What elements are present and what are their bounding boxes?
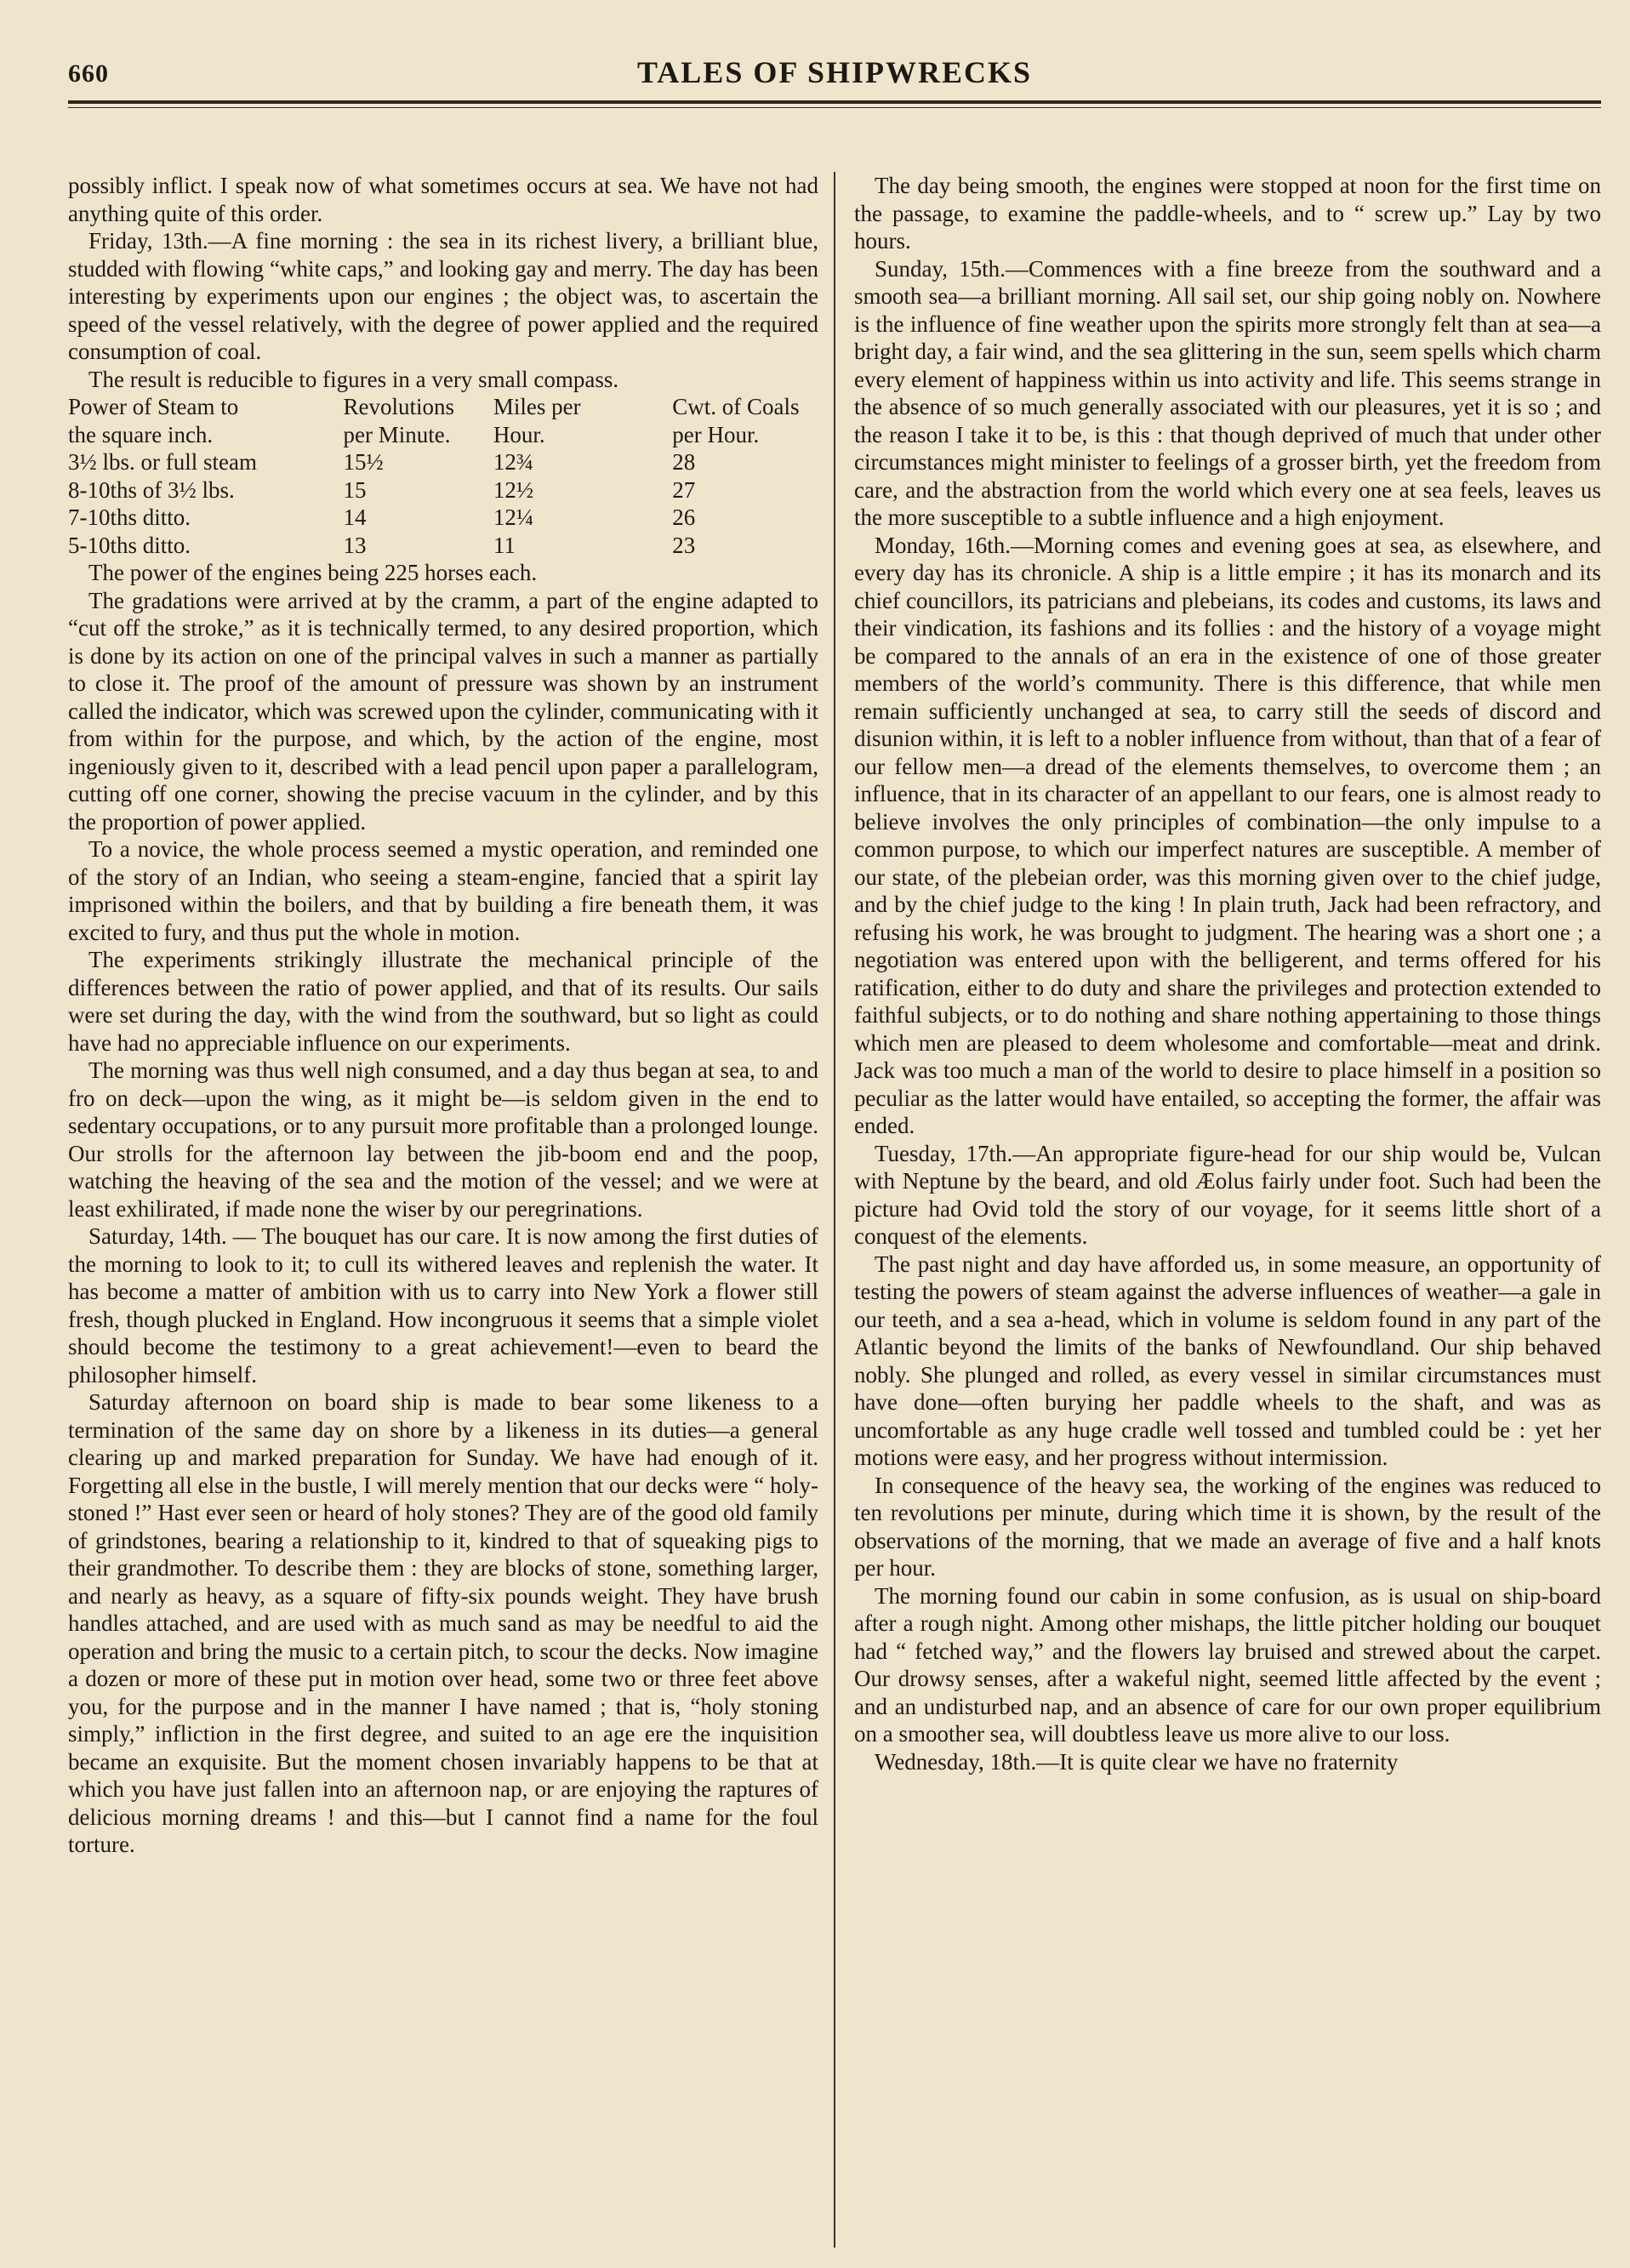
paragraph: The morning was thus well nigh consumed, and a day thus began at sea, to and fro on deck—upon the wing, as it might be—is seldom given in the end to sedentary occupations, or to any pursuit more profitable than a prolonged lounge. Our strolls for the afternoon lay between the jib-boom end and the poop, watching the heaving of the sea and the motion of the vessel; and we were at least exhilirated, if made none the wiser by our peregrinations. xyxy=(68,1057,818,1222)
table-row xyxy=(68,504,818,532)
paragraph: The experiments strikingly illustrate the mechanical principle of the differences between the ratio of power applied, and that of its results. Our sails were set during the day, with the wind from the southward, but so light as could have had no appreciable influence on our experiments. xyxy=(68,947,818,1056)
paragraph: Sunday, 15th.—Commences with a fine breeze from the southward and a smooth sea—a brilliant morning. All sail set, our ship going nobly on. Nowhere is the influence of fine weather upon the spirits more strongly felt than at sea—a bright day, a fair wind, and the sea glittering in the sun, seem spells which charm every element of happiness within us into activity and life. This seems strange in the absence of so much generally associated with our pleasures, yet it is so ; and the reason I take it to be, is this : that though deprived of much that under other circumstances might minister to feelings of a grosser birth, yet the freedom from care, and the abstraction from the world which every one at sea feels, leaves us the more susceptible to a subtle influence and a high enjoyment. xyxy=(854,255,1601,530)
paragraph: Friday, 13th.—A fine morning : the sea in its richest livery, a brilliant blue, studded with flowing “white caps,” and looking gay and merry. The day has been interesting by experiments upon our engines ; the object was, to ascertain the speed of the vessel relatively, with the degree of power applied and the required consumption of coal. xyxy=(68,228,818,364)
paragraph: Wednesday, 18th.—It is quite clear we have no fraternity xyxy=(875,1748,1399,1775)
page-number: 660 xyxy=(68,60,109,88)
paragraph: In consequence of the heavy sea, the working of the engines was reduced to ten revolutions per minute, during which time it is shown, by the result of the observations of the morning, that we made an average of five and a half knots per hour. xyxy=(854,1472,1601,1581)
table-cell: 28 xyxy=(672,449,696,475)
paragraph: The result is reducible to figures in a very small compass. xyxy=(88,366,619,392)
table-cell: 5-10ths ditto. xyxy=(68,532,191,558)
table-header: per Minute. xyxy=(343,421,451,447)
table-header: Hour. xyxy=(493,421,545,447)
table-header: Miles per xyxy=(493,394,581,419)
right-column xyxy=(835,172,1601,2248)
table-header-row xyxy=(68,421,818,449)
table-row xyxy=(68,476,818,504)
table-cell: 15 xyxy=(343,476,367,503)
table-cell: 13 xyxy=(343,532,367,558)
table-cell: 11 xyxy=(493,532,516,558)
paragraph: Saturday, 14th. — The bouquet has our care. It is now among the first duties of the morning to look to it; to cull its withered leaves and replenish the water. It has become a matter of ambition with us to carry into New York a flower still fresh, though plucked in England. How incongruous it seems that a simple violet should become the testimony to a great achievement!—even to beard the philosopher himself. xyxy=(68,1223,818,1388)
table-cell: 7-10ths ditto. xyxy=(68,504,191,530)
table-header: Power of Steam to xyxy=(68,394,239,419)
text-columns xyxy=(68,172,1601,2248)
table-row xyxy=(68,532,818,560)
table-cell: 15½ xyxy=(343,449,384,475)
table-header-row xyxy=(68,393,818,421)
paragraph: possibly inflict. I speak now of what sometimes occurs at sea. We have not had anything quite of this order. xyxy=(68,173,818,226)
running-title: TALES OF SHIPWRECKS xyxy=(636,55,1033,89)
table-row xyxy=(68,448,818,476)
table-header: Revolutions xyxy=(343,394,455,419)
header-rule-thin xyxy=(68,107,1601,108)
paragraph: To a novice, the whole process seemed a mystic operation, and reminded one of the story of an Indian, who seeing a steam-engine, fancied that a spirit lay imprisoned within the boilers, and that by building a fire beneath them, it was excited to fury, and thus put the whole in motion. xyxy=(68,836,818,945)
table-header: Cwt. of Coals xyxy=(672,394,800,419)
table-header: the square inch. xyxy=(68,421,214,447)
page-header xyxy=(68,44,1601,105)
paragraph: The gradations were arrived at by the cramm, a part of the engine adapted to “cut off the stroke,” as it is technically termed, to any desired proportion, which is done by its action on one of the principal valves in such a manner as partially to close it. The proof of the amount of pressure was shown by an instrument called the indicator, which was screwed upon the cylinder, communicating with it from within for the purpose, and which, by the action of the engine, most ingeniously given to it, described with a lead pencil upon paper a parallelogram, cutting off one corner, showing the precise vacuum in the cylinder, and by this the proportion of power applied. xyxy=(68,587,818,835)
paragraph: Tuesday, 17th.—An appropriate figure-head for our ship would be, Vulcan with Neptune by the beard, and old Æolus fairly under foot. Such had been the picture had Ovid told the story of our voyage, for it seems little short of a conquest of the elements. xyxy=(854,1140,1601,1249)
table-cell: 27 xyxy=(672,476,696,503)
table-cell: 3½ lbs. or full steam xyxy=(68,449,257,475)
paragraph: Saturday afternoon on board ship is made to bear some likeness to a termination of the same day on shore by a likeness in its duties—a general clearing up and marked preparation for Sunday. We have had enough of it. Forgetting all else in the bustle, I will merely mention that our decks were “ holy-stoned !” Hast ever seen or heard of holy stones? They are of the good old family of grindstones, bearing a relationship to it, kindred to that of squeaking pigs to their grandmother. To describe them : they are blocks of stone, something larger, and nearly as heavy, as a square of fifty-six pounds weight. They have brush handles attached, and are used with as much sand as may be needful to aid the operation and bring the music to a certain pitch, to scour the decks. Now imagine a dozen or more of these put in motion over head, some two or three feet above you, for the purpose and in the manner I have named ; that is, “holy stoning simply,” infliction in the first degree, and suited to an age ere the inquisition became an exquisite. But the moment chosen invariably happens to be that at which you have just fallen into an afternoon nap, or are enjoying the raptures of delicious morning dreams ! and this—but I cannot find a name for the foul torture. xyxy=(68,1389,818,1857)
paragraph: The morning found our cabin in some confusion, as is usual on ship-board after a rough night. Among other mishaps, the little pitcher holding our bouquet had “ fetched way,” and the flowers lay bruised and strewed about the carpet. Our drowsy senses, after a wakeful night, seemed little affected by the event ; and an undisturbed nap, and an absence of care for our own proper equilibrium on a smoother sea, will doubtless leave us more alive to our loss. xyxy=(854,1582,1601,1747)
table-header: per Hour. xyxy=(672,421,760,447)
table-cell: 23 xyxy=(672,532,696,558)
table-cell: 8-10ths of 3½ lbs. xyxy=(68,476,235,503)
paragraph: The power of the engines being 225 horses each. xyxy=(88,560,538,585)
paragraph: The past night and day have afforded us, in some measure, an opportunity of testing the powers of steam against the adverse influences of weather—a gale in our teeth, and a sea a-head, which in volume is seldom found in any part of the Atlantic beyond the limits of the banks of Newfoundland. Our ship behaved nobly. She plunged and rolled, as every vessel in similar circumstances must have done—often burying her paddle wheels to the shaft, and was as uncomfortable as any huge cradle well tossed and tumbled could be : yet her motions were easy, and her progress without intermission. xyxy=(854,1251,1601,1470)
table-cell: 12¾ xyxy=(493,449,534,475)
table-cell: 14 xyxy=(343,504,367,530)
paragraph: Monday, 16th.—Morning comes and evening goes at sea, as elsewhere, and every day has its chronicle. A ship is a little empire ; it has its monarch and its chief councillors, its patricians and plebeians, its codes and customs, its laws and their vindication, its fashions and its follies : and the history of a voyage might be compared to the annals of an era in the existence of one of those greater members of the world’s community. There is this difference, that while men remain sufficiently unchanged at sea, to carry still the seeds of discord and disunion within, it is left to a nobler influence from without, than that of a fear of our fellow men—a dread of the elements themselves, to overcome them ; an influence, that in its character of an appellant to our fears, one is almost ready to believe involves the only principles of combination—the only impulse to a common purpose, to which our imperfect natures are susceptible. A member of our state, of the plebeian order, was this morning given over to the chief judge, and by the chief judge to the king ! In plain truth, Jack had been refractory, and refusing his work, he was brought to judgment. The hearing was a short one ; a negotiation was entered upon with the belligerent, and terms offered for his ratification, either to do duty and share the privileges and protection extended to faithful subjects, or to do nothing and share nothing appertaining to those things which men are pleased to deem wholesome and comfortable—meat and drink. Jack was too much a man of the world to desire to place himself in a position so peculiar as the latter would have entailed, so accepting the former, the affair was ended. xyxy=(854,532,1601,1138)
table-cell: 26 xyxy=(672,504,696,530)
table-cell: 12½ xyxy=(493,476,534,503)
header-rule xyxy=(68,100,1601,104)
paragraph: The day being smooth, the engines were stopped at noon for the first time on the passage, to examine the paddle-wheels, and to “ screw up.” Lay by two hours. xyxy=(854,173,1601,254)
steam-table xyxy=(68,393,818,559)
table-cell: 12¼ xyxy=(493,504,534,530)
left-column xyxy=(68,172,834,2248)
